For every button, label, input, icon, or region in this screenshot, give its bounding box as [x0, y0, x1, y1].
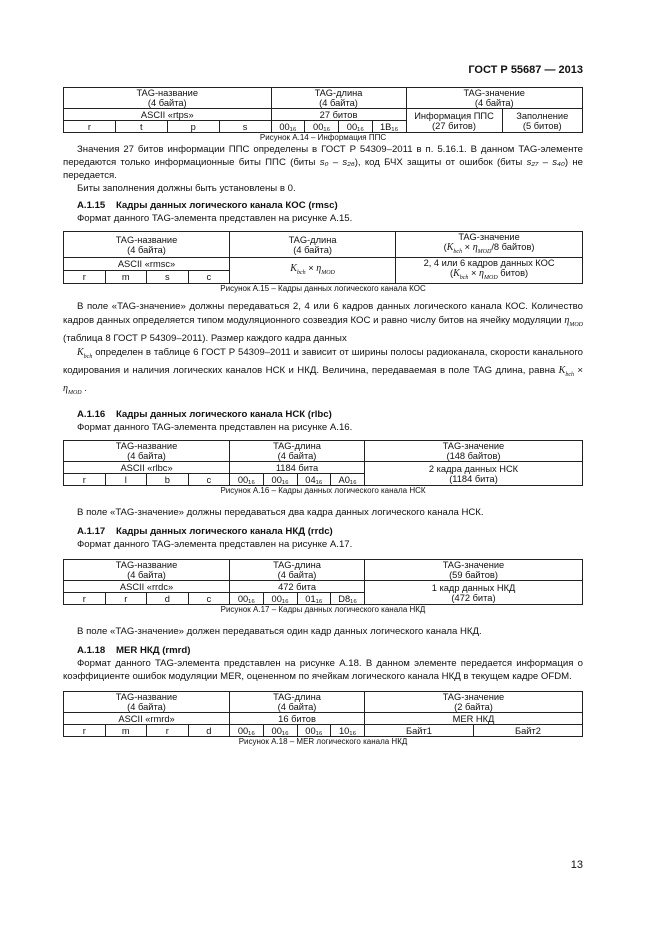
tag-length-header: TAG-длина (4 байта): [230, 441, 365, 462]
tag-value-header: TAG-значение (148 байтов): [365, 441, 583, 462]
ascii-cell: ASCII «rlbc»: [64, 462, 230, 474]
figure-a14-caption: Рисунок А.14 – Информация ППС: [259, 133, 387, 142]
char-cell: m: [105, 271, 147, 284]
byte-cell: 01₁₆: [297, 593, 331, 605]
section-a115-intro: Формат данного TAG-элемента представлен на рисунке А.15.: [77, 213, 353, 224]
figure-a16-caption: Рисунок А.16 – Кадры данных логического канала НСК: [220, 486, 426, 495]
char-cell: r: [64, 271, 106, 284]
figure-a15-caption: Рисунок А.15 – Кадры данных логического канала КОС: [220, 284, 426, 293]
byte-cell: A0₁₆: [331, 474, 365, 486]
tag-name-header: TAG-название (4 байта): [64, 560, 230, 581]
ascii-cell: ASCII «rrdc»: [64, 581, 230, 593]
length-cell: 472 бита: [230, 581, 365, 593]
para-a17-1: В поле «TAG-значение» должен передаваться один кадр данных логического канала НКД.: [77, 626, 482, 637]
tag-length-header: TAG-длина (4 байта): [230, 692, 365, 713]
byte-cell: 00₁₆: [263, 725, 297, 737]
char-cell: r: [105, 593, 147, 605]
char-cell: r: [64, 474, 106, 486]
ascii-cell: ASCII «rmrd»: [64, 713, 230, 725]
byte-cell: 00₁₆: [297, 725, 331, 737]
byte-cell: 00₁₆: [263, 474, 297, 486]
char-cell: b: [147, 474, 189, 486]
byte-cell: 00₁₆: [230, 593, 264, 605]
ascii-cell: ASCII «rtps»: [64, 109, 272, 121]
tag-length-header: TAG-длина (4 байта): [230, 232, 396, 258]
length-formula-cell: $K_{bch} \times \eta_{MOD}$: [230, 258, 396, 284]
byte-cell: 04₁₆: [297, 474, 331, 486]
fill-cell: Заполнение (5 битов): [502, 109, 583, 133]
section-a118-intro: Формат данного TAG-элемента представлен на рисунке А.18. В данном элементе передается информация о коэффициенте ошибок модуляции MER, оцененном по ячейкам логического канала НКД в текущем кадре OFDM.: [63, 658, 583, 682]
char-cell: l: [105, 474, 147, 486]
tag-value-header: TAG-значение ($K_{bch} \times \eta_{MOD}/8$ байтов): [396, 232, 583, 258]
figure-a17-table: [63, 559, 583, 605]
section-a118-heading: А.1.18 MER НКД (rmrd): [77, 645, 191, 656]
char-cell: r: [64, 121, 116, 133]
byte-cell: 1B₁₆: [372, 121, 406, 133]
tag-value-header: TAG-значение (2 байта): [365, 692, 583, 713]
char-cell: d: [147, 593, 189, 605]
tag-length-header: TAG-длина (4 байта): [230, 560, 365, 581]
frames-cell: 2, 4 или 6 кадров данных КОС ($K_{bch} \times \eta_{MOD}$ битов): [396, 258, 583, 284]
byte2-cell: Байт2: [473, 725, 582, 737]
para-a14-2: Биты заполнения должны быть установлены в 0.: [77, 183, 296, 194]
char-cell: c: [188, 271, 230, 284]
byte1-cell: Байт1: [365, 725, 474, 737]
frames-cell: 2 кадра данных НСК (1184 бита): [365, 462, 583, 486]
section-a117-heading: А.1.17 Кадры данных логического канала НКД (rrdc): [77, 526, 333, 537]
byte-cell: 00₁₆: [271, 121, 305, 133]
section-a115-heading: А.1.15 Кадры данных логического канала КОС (rmsc): [77, 200, 338, 211]
tag-name-header: TAG-название (4 байта): [64, 692, 230, 713]
info-cell: Информация ППС (27 битов): [406, 109, 502, 133]
section-a116-heading: А.1.16 Кадры данных логического канала НСК (rlbc): [77, 409, 332, 420]
para-a14-1: Значения 27 битов информации ППС определены в ГОСТ Р 54309–2011 в п. 5.16.1. В данном TAG-элементе передаются только информационные биты ППС (биты s₀ – s₂₆), код БЧХ защиты от ошибок (биты s₂₇ – s₄₀) не передается.: [63, 144, 584, 181]
figure-a14-table: [63, 87, 583, 133]
char-cell: d: [188, 725, 230, 737]
document-header: ГОСТ Р 55687 — 2013: [468, 64, 583, 76]
char-cell: r: [64, 593, 106, 605]
figure-a17-caption: Рисунок А.17 – Кадры данных логического канала НКД: [220, 605, 426, 614]
byte-cell: 00₁₆: [230, 474, 264, 486]
page-number: 13: [570, 859, 583, 871]
length-cell: 1184 бита: [230, 462, 365, 474]
char-cell: r: [64, 725, 106, 737]
figure-a15-table: [63, 231, 583, 284]
page-content: [63, 87, 583, 747]
char-cell: s: [219, 121, 271, 133]
char-cell: r: [147, 725, 189, 737]
byte-cell: 00₁₆: [305, 121, 339, 133]
tag-name-header: TAG-название (4 байта): [64, 88, 272, 109]
para-a16-1: В поле «TAG-значение» должны передаваться два кадра данных логического канала НСК.: [77, 507, 484, 518]
ascii-cell: ASCII «rmsc»: [64, 258, 230, 271]
byte-cell: 00₁₆: [263, 593, 297, 605]
para-a15-2: $K_{bch}$ определен в таблице 6 ГОСТ Р 54309–2011 и зависит от ширины полосы радиоканала, скорости канального кодирования и наличия логических каналов НСК и НКД. Величина, передаваемая в поле TAG длина, равна $K_{bch} \times \eta_{MOD}$ .: [63, 347, 584, 396]
char-cell: t: [115, 121, 167, 133]
figure-a16-table: [63, 440, 583, 486]
frames-cell: 1 кадр данных НКД (472 бита): [365, 581, 583, 605]
tag-value-header: TAG-значение (4 байта): [406, 88, 583, 109]
char-cell: m: [105, 725, 147, 737]
char-cell: c: [188, 593, 230, 605]
mer-cell: MER НКД: [365, 713, 583, 725]
tag-value-header: TAG-значение (59 байтов): [365, 560, 583, 581]
char-cell: c: [188, 474, 230, 486]
section-a116-intro: Формат данного TAG-элемента представлен на рисунке А.16.: [77, 422, 353, 433]
char-cell: s: [147, 271, 189, 284]
byte-cell: 00₁₆: [339, 121, 373, 133]
tag-name-header: TAG-название (4 байта): [64, 441, 230, 462]
byte-cell: 00₁₆: [230, 725, 264, 737]
length-cell: 16 битов: [230, 713, 365, 725]
para-a15-1: В поле «TAG-значение» должны передаваться 2, 4 или 6 кадров данных логического канала КОС. Количество кадров данных определяется типом модуляционного созвездия КОС и равно числу битов на ячейку модуляции $\eta_{MOD}$ (таблица 8 ГОСТ Р 54309–2011). Размер каждого кадра данных: [63, 301, 583, 344]
figure-a18-table: [63, 691, 583, 737]
tag-length-header: TAG-длина (4 байта): [271, 88, 406, 109]
section-a117-intro: Формат данного TAG-элемента представлен на рисунке А.17.: [77, 539, 353, 550]
byte-cell: 10₁₆: [331, 725, 365, 737]
byte-cell: D8₁₆: [331, 593, 365, 605]
length-cell: 27 битов: [271, 109, 406, 121]
figure-a18-caption: Рисунок А.18 – MER логического канала НКД: [238, 737, 408, 746]
char-cell: p: [167, 121, 219, 133]
tag-name-header: TAG-название (4 байта): [64, 232, 230, 258]
